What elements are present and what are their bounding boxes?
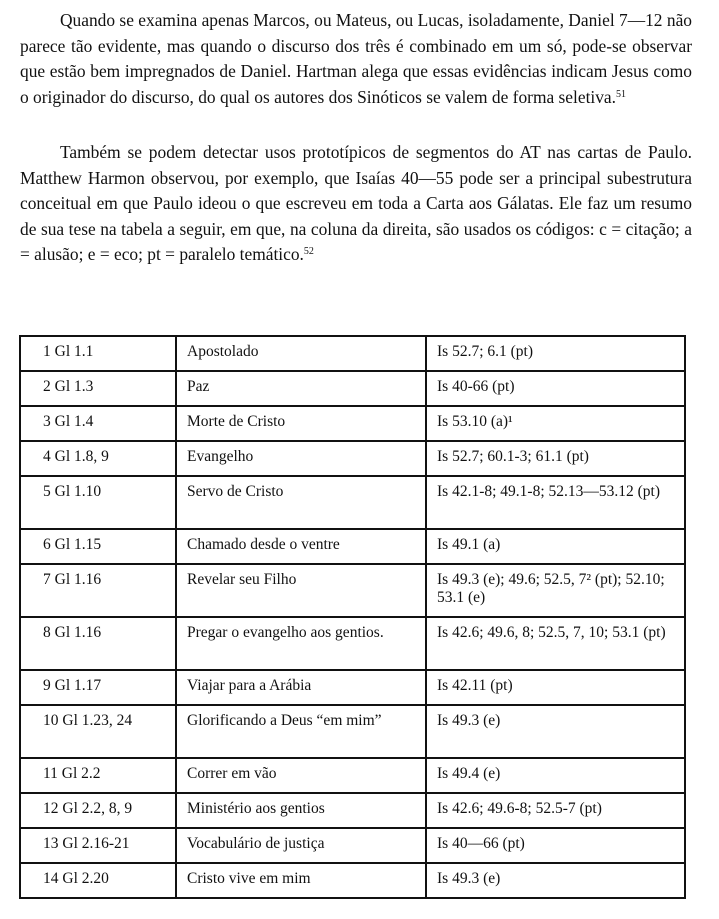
galatians-ref-cell: 14 Gl 2.20 bbox=[20, 863, 176, 898]
table-row bbox=[20, 705, 685, 758]
isaiah-ref-cell: Is 49.3 (e); 49.6; 52.5, 7² (pt); 52.10; 53.1 (e) bbox=[426, 564, 685, 617]
isaiah-ref-cell: Is 40-66 (pt) bbox=[426, 371, 685, 406]
table-row bbox=[20, 564, 685, 617]
footnote-ref-51: 51 bbox=[616, 88, 626, 100]
galatians-ref-cell: 4 Gl 1.8, 9 bbox=[20, 441, 176, 476]
table-row bbox=[20, 336, 685, 371]
theme-cell: Morte de Cristo bbox=[176, 406, 426, 441]
isaiah-ref-cell: Is 42.11 (pt) bbox=[426, 670, 685, 705]
galatians-ref-cell: 9 Gl 1.17 bbox=[20, 670, 176, 705]
galatians-ref-cell: 6 Gl 1.15 bbox=[20, 529, 176, 564]
galatians-ref-cell: 5 Gl 1.10 bbox=[20, 476, 176, 529]
table-row bbox=[20, 529, 685, 564]
theme-cell: Evangelho bbox=[176, 441, 426, 476]
footnote-ref-52: 52 bbox=[303, 246, 314, 257]
isaiah-ref-cell: Is 49.3 (e) bbox=[426, 705, 685, 758]
galatians-ref-cell: 10 Gl 1.23, 24 bbox=[20, 705, 176, 758]
theme-cell: Correr em vão bbox=[176, 758, 426, 793]
galatians-ref-cell: 11 Gl 2.2 bbox=[20, 758, 176, 793]
galatians-ref-cell: 13 Gl 2.16-21 bbox=[20, 828, 176, 863]
galatians-ref-cell: 2 Gl 1.3 bbox=[20, 371, 176, 406]
theme-cell: Cristo vive em mim bbox=[176, 863, 426, 898]
theme-cell: Paz bbox=[176, 371, 426, 406]
paragraph-2-text: Também se podem detectar usos prototípicos de segmentos do AT nas cartas de Paulo. Matthew Harmon observou, por exemplo, que Isaías 40—55 pode ser a principal subestrutura conceitual em que Paulo ideou o que escreveu em toda a Carta aos Gálatas. Ele faz um resumo de sua tese na tabela a seguir, em que, na coluna da direita, são usados os códigos: c = citação; a = alusão; e = eco; pt = paralelo temático. bbox=[20, 142, 692, 264]
isaiah-ref-cell: Is 49.3 (e) bbox=[426, 863, 685, 898]
isaiah-ref-cell: Is 49.1 (a) bbox=[426, 529, 685, 564]
theme-cell: Vocabulário de justiça bbox=[176, 828, 426, 863]
theme-cell: Viajar para a Arábia bbox=[176, 670, 426, 705]
paragraph-synoptics bbox=[20, 8, 692, 110]
theme-cell: Pregar o evangelho aos gentios. bbox=[176, 617, 426, 670]
table-row bbox=[20, 758, 685, 793]
galatians-ref-cell: 12 Gl 2.2, 8, 9 bbox=[20, 793, 176, 828]
theme-cell: Ministério aos gentios bbox=[176, 793, 426, 828]
table-row bbox=[20, 863, 685, 898]
table-row bbox=[20, 670, 685, 705]
isaiah-ref-cell: Is 52.7; 60.1-3; 61.1 (pt) bbox=[426, 441, 685, 476]
galatians-isaiah-table bbox=[19, 335, 686, 899]
isaiah-ref-cell: Is 53.10 (a)¹ bbox=[426, 406, 685, 441]
galatians-ref-cell: 1 Gl 1.1 bbox=[20, 336, 176, 371]
theme-cell: Chamado desde o ventre bbox=[176, 529, 426, 564]
theme-cell: Revelar seu Filho bbox=[176, 564, 426, 617]
table-row bbox=[20, 441, 685, 476]
isaiah-ref-cell: Is 49.4 (e) bbox=[426, 758, 685, 793]
galatians-ref-cell: 8 Gl 1.16 bbox=[20, 617, 176, 670]
table-row bbox=[20, 476, 685, 529]
isaiah-ref-cell: Is 40—66 (pt) bbox=[426, 828, 685, 863]
table-row bbox=[20, 828, 685, 863]
isaiah-ref-cell: Is 42.1-8; 49.1-8; 52.13—53.12 (pt) bbox=[426, 476, 685, 529]
paragraph-1-text: Quando se examina apenas Marcos, ou Mateus, ou Lucas, isoladamente, Daniel 7—12 não parece tão evidente, mas quando o discurso dos três é combinado em um só, pode-se observar que estão bem impregnados de Daniel. Hartman alega que essas evidências indicam Jesus como o originador do discurso, do qual os autores dos Sinóticos se valem de forma seletiva. bbox=[20, 10, 692, 107]
table-row bbox=[20, 406, 685, 441]
theme-cell: Glorificando a Deus “em mim” bbox=[176, 705, 426, 758]
paragraph-paul bbox=[20, 140, 692, 268]
table-row bbox=[20, 617, 685, 670]
table-row bbox=[20, 793, 685, 828]
theme-cell: Apostolado bbox=[176, 336, 426, 371]
galatians-ref-cell: 3 Gl 1.4 bbox=[20, 406, 176, 441]
galatians-ref-cell: 7 Gl 1.16 bbox=[20, 564, 176, 617]
theme-cell: Servo de Cristo bbox=[176, 476, 426, 529]
isaiah-ref-cell: Is 42.6; 49.6, 8; 52.5, 7, 10; 53.1 (pt) bbox=[426, 617, 685, 670]
isaiah-ref-cell: Is 42.6; 49.6-8; 52.5-7 (pt) bbox=[426, 793, 685, 828]
isaiah-ref-cell: Is 52.7; 6.1 (pt) bbox=[426, 336, 685, 371]
table-row bbox=[20, 371, 685, 406]
